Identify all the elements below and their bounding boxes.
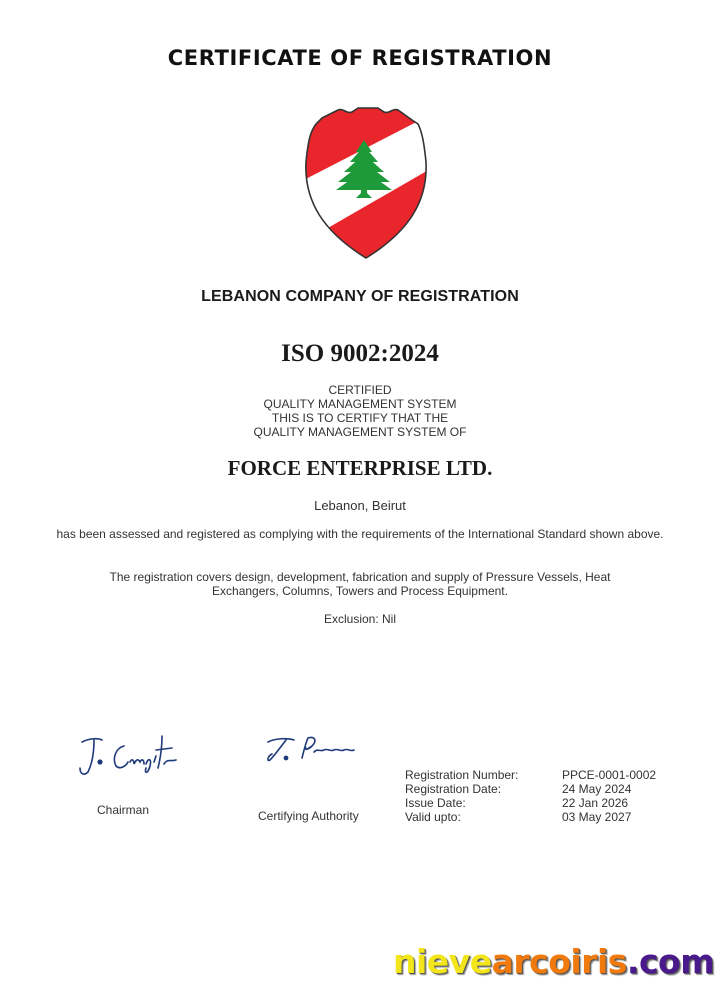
registration-date-label: Registration Date: (405, 782, 502, 796)
company-name: FORCE ENTERPRISE LTD. (227, 456, 493, 480)
certified-line: THIS IS TO CERTIFY THAT THE (271, 411, 449, 425)
watermark-part-nieve: nieve (393, 942, 492, 981)
issue-date-row (405, 796, 656, 810)
certified-line: QUALITY MANAGEMENT SYSTEM (263, 397, 457, 411)
registration-details (405, 768, 656, 824)
chairman-signature-icon (72, 728, 182, 780)
registration-date-row (405, 782, 656, 796)
company-location: Lebanon, Beirut (314, 498, 406, 513)
certifying-authority-label: Certifying Authority (258, 809, 359, 823)
compliance-statement: has been assessed and registered as complying with the requirements of the International Standard shown above. (56, 527, 664, 541)
scope-line: The registration covers design, development, fabrication and supply of Pressure Vessels, Heat (109, 570, 611, 584)
iso-standard: ISO 9002:2024 (281, 340, 439, 367)
registrar-name: LEBANON COMPANY OF REGISTRATION (201, 288, 519, 305)
registration-scope (0, 570, 720, 598)
valid-upto-value: 03 May 2027 (562, 810, 632, 824)
chairman-label: Chairman (97, 803, 150, 817)
registration-date-value: 24 May 2024 (562, 782, 632, 796)
certificate-title: CERTIFICATE OF REGISTRATION (167, 46, 553, 70)
scope-line: Exchangers, Columns, Towers and Process Equipment. (212, 584, 508, 598)
watermark-part-arcoiris: arcoiris (491, 942, 627, 981)
exclusion-text: Exclusion: Nil (323, 612, 397, 626)
certified-line: CERTIFIED (328, 383, 392, 397)
certification-text (0, 383, 720, 439)
issue-date-label: Issue Date: (405, 796, 466, 810)
valid-upto-row (405, 810, 656, 824)
lebanon-cedar-shield-icon (300, 102, 432, 262)
certified-line: QUALITY MANAGEMENT SYSTEM OF (253, 425, 467, 439)
registration-number-label: Registration Number: (405, 768, 519, 782)
valid-upto-label: Valid upto: (405, 810, 461, 824)
issue-date-value: 22 Jan 2026 (562, 796, 629, 810)
watermark-part-com: .com (626, 942, 715, 981)
registration-number-row (405, 768, 656, 782)
registration-number-value: PPCE-0001-0002 (562, 768, 657, 782)
authority-signature-icon (262, 730, 362, 770)
watermark-logo (393, 942, 714, 981)
